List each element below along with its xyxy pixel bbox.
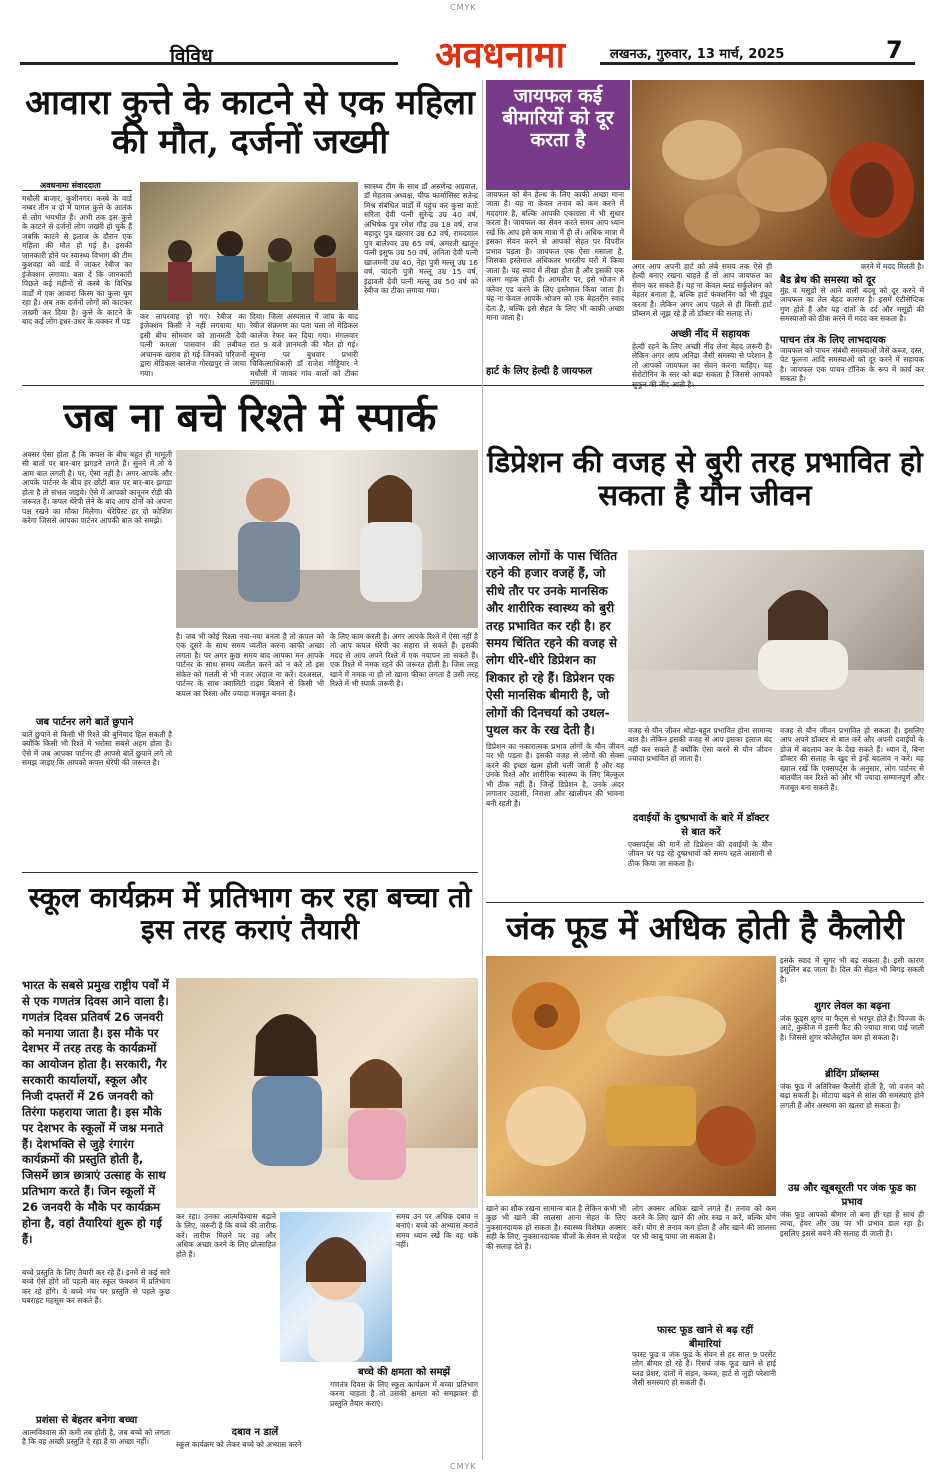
cmyk-mark-top: CMYK <box>450 3 477 12</box>
story1-byline: अवधनामा संवाददाता <box>40 181 101 190</box>
story3-subhead: जब पार्टनर लगे बातें छुपाने <box>36 717 134 728</box>
story5-photo <box>176 978 478 1208</box>
story3-photo <box>176 450 478 628</box>
story1-col1: मधौली बाजार, कुशीनगर। कस्बे के वार्ड नम्बर तीन व दो में पागल कुत्ते के आतंक से लोग भयभीत हैं। अभी तक इस कुत्ते के काटने से दर्जनों लोग जख्मी हो चुके हैं जबकि काटने से इलाज के दौरान एक महिला की मौत हो गई है। इसकी जानकारी होने पर स्वास्थ्य विभाग की टीम कुशवहा को वार्ड में जाकर रेबीज का इंजेक्शन लगाया। बता दें कि जानकारी पिछले कई महीनों से कस्बे के विभिन्न वार्डों में एक आवारा किस्म का कुत्ता घूम रहा है। अब तक दर्जनों लोगों को काटकर जख्मी कर दिया है। कुत्ते के काटने के बाद कई लोग इधर-उधर के चक्कर में पड़ <box>22 194 132 327</box>
story1-headline: आवारा कुत्ते के काटने से एक महिला की मौत, दर्जनों जख्मी <box>25 83 475 163</box>
story3-col3: के लिए काम करती है। अगर आपके रिश्ते में ऐसा नहीं है तो आप कपल थेरेपी का सहारा ले सकते हैं। इसकी मदद से आप अपने रिश्ते में एक नयापन ला सकते हैं। एक रिश्ते में नमक रहने की जरूरत होती है। जिस तरह खाने में नमक ना हो तो खाना फीका लगता है उसी तरह रिश्ते में भी स्पार्क जरूरी है। <box>330 632 478 689</box>
story4-col1: डिप्रेशन का नकारात्मक प्रभाव लोगों के यौन जीवन पर भी पड़ता है। इसकी वजह से लोगों की सेक्स करने की इच्छा खत्म होती चली जाती है और यह उनके रिश्ते और शारीरिक स्वास्थ्य के लिए बिल्कुल भी ठीक नहीं है। जिन्हें डिप्रेशन है, उनके अंदर लगातार उदासी, निराशा और खालीपन की भावना बनी रहती है। <box>486 742 624 808</box>
mother-daughter-icon <box>176 978 478 1208</box>
story4-headline: डिप्रेशन की वजह से बुरी तरह प्रभावित हो सकता है यौन जीवन <box>487 445 923 513</box>
nutmeg-photo-icon <box>632 80 924 260</box>
divider-1 <box>22 385 924 386</box>
story6-col3c: जंक फूड में अतिरिक्त कैलोरी होती है, जो वजन को बढ़ा सकती है। मोटापा बढ़ने से सांस की समस्याएं होने लगती हैं और अस्थमा का खतरा हो सकता है। <box>780 1082 924 1110</box>
story5-pullquote: भारत के सबसे प्रमुख राष्ट्रीय पर्वों में से एक गणतंत्र दिवस आने वाला है। गणतंत्र दिवस प्रतिवर्ष 26 जनवरी को मनाया जाता है। इस मौके पर देशभर में तरह तरह के कार्यक्रमों का आयोजन होता है। सरकारी, गैर सरकारी कार्यालयों, स्कूल और निजी दफ्तरों में 26 जनवरी को तिरंगा फहराया जाता है। इस मौके पर देशभर के स्कूलों में जश्न मनाते हैं। देशभक्ति से जुड़े रंगारंग कार्यक्रमों की प्रस्तुति होती है, जिसमें छात्र छात्राएं उत्साह के साथ प्रतिभाग करते हैं। जिन स्कूलों में 26 जनवरी के मौके पर कार्यक्रम होना है, वहां तैयारियां शुरू हो गई हैं। <box>22 978 169 1246</box>
masthead-rule-left <box>20 62 398 65</box>
story6-subhead-fastfood: फास्ट फूड खाने से बढ़ रहीं बीमारियां <box>656 1325 754 1350</box>
story5-col2: कर रहा। उनका आत्मविश्वास बढ़ाने के लिए, जरूरी है कि बच्चे की तारीफ करें। तारीफ मिलने पर वह और अधिक अच्छा करने के लिए प्रोत्साहित होते हैं। <box>176 1212 276 1259</box>
story6-photo <box>486 956 776 1196</box>
newspaper-logo: अवधनामा <box>435 34 565 76</box>
story4-col2b: एक्सपर्ट्स की मानें तो डिप्रेशन की दवाईयों के यौन जीवन पर पड़ रहे दुष्प्रभावों को समय रहते आसानी से ठीक किया जा सकता है। <box>628 840 772 868</box>
story2-subhead-heart: हार्ट के लिए हेल्दी है जायफल <box>486 366 593 377</box>
story6-subhead-breathing: ब्रीदिंग प्रॉब्लम्स <box>825 1069 879 1080</box>
arguing-couple-icon <box>176 450 478 628</box>
story4-col2: वजह से यौन जीवन थोड़ा-बहुत प्रभावित होना सामान्य बात है। लेकिन इसकी वजह से आप इसका इलाज बंद नहीं कर सकते हैं क्योंकि ऐसा करने से यौन जीवन ज्यादा प्रभावित हो जाता है। <box>628 726 772 764</box>
story6-subhead-sugar: शुगर लेवल का बढ़ना <box>814 1001 890 1012</box>
story1-col4: स्वास्थ्य टीम के साथ डॉ अरुणेन्द्र अग्रवाल, डॉ मेहताब अध्यक्ष, चीफ फार्मासिस्ट सतेन्द्र मिश्र संबंधित वार्डों में पहुंच कर कुत्ता काटे सरिता देवी पत्नी सुरेन्द्र उम्र 40 वर्ष, अभिषेक पुत्र रमेश गौड़ उम्र 18 वर्ष, राज बहादुर पुत्र खरवार उम्र 62 वर्ष, रामदयाल पुत्र बालेश्वर उम्र 65 वर्ष, अमरती खातून पत्नी इसुफ उम्र 50 वर्ष, अनिता देवी पत्नी खाजमनी उम्र 40, नेहा पुत्री मल्लू उम्र 16 वर्ष, चांदनी पुत्री मल्लू उम्र 15 वर्ष, इंद्रावती देवी पत्नी मल्लू उम्र 50 वर्ष को रेबीज का टीका लगाया गया। <box>364 182 478 296</box>
story4-col3: वजह से यौन जीवन प्रभावित हो सकता है। इसलिए आप अपने डॉक्टर से बात करें और अपनी दवाईयों के डोज में बदलाव कर के देख सकते हैं। ध्यान दें, बिना डॉक्टर की सलाह के खुद से इन्हें बदलाव न करें। यह ख्याल रखें कि एक्सपर्ट्स के अनुसार, लोग पार्टनर से बातचीत कर रिश्ते को और भी ज्यादा सम्मानपूर्ण और मजबूत बना सकते हैं। <box>780 726 924 792</box>
story5-col3b: गणतंत्र दिवस के लिए स्कूल कार्यक्रम में बच्चा प्रतिभाग करना चाहता है तो उसकी क्षमता को समझकर ही प्रस्तुति तैयार कराएं। <box>330 1380 478 1408</box>
story5-subhead-ability: बच्चे की क्षमता को समझें <box>357 1367 451 1378</box>
story2-col2: अगर आप अपनी हार्ट को लंबे समय तक ऐसे ही हेल्दी बनाए रखना चाहते हैं तो आप जायफल का सेवन कर सकते हैं। यह ना केवल ब्लड सर्कुलेशन को बेहतर बनाता है, बल्कि हार्ट फंक्शनिंग को भी इंप्रूव करता है। लेकिन अगर आप पहले से ही किसी हार्ट प्रॉब्लम से जूझ रहे हैं तो डॉक्टर की सलाह लें। <box>632 262 772 319</box>
story2-col6: जायफल को पाचन संबंधी समस्याओं जैसे कब्ज, दस्त, पेट फूलना आदि समस्याओं को दूर करने में सहायक है। जायफल एक पाचन टॉनिक के रूप में कार्य कर सकता है। <box>780 346 924 384</box>
divider-3 <box>486 902 924 903</box>
story2-col4: करने में मदद मिलती है। <box>860 262 924 271</box>
story1-photo <box>140 182 358 310</box>
story2-photo <box>632 80 924 260</box>
story6-col1: खाने का शौक रखना सामान्य बात है लेकिन कभी भी कुछ भी खाने की लालसा आना सेहत के लिए नुकसानदायक हो सकता है। स्वास्थ्य विशेषज्ञ अक्सर सही के लिए, नुकसानदायक चीजों के सेवन से परहेज की सलाह देते हैं। <box>486 1204 626 1251</box>
story1-col3: दिया। जिला अस्पताल में जांच के बाद रेबीज संक्रमण का पता चला तो मेडिकल कालेज रेफर कर दिया गया। मंगलवार रात 9 बजे ज्ञानमती की मौत हो गई। सूचना पर बुधवार प्रभारी चिकित्साधिकारी डॉ राजेश गोड्डियार ने मधौली में जाकर गांव वालों को टीका लगवाया। <box>250 312 358 388</box>
story2-headline: जायफल कई बीमारियों को दूर करता है <box>502 85 614 151</box>
story6-subhead-beauty: उम्र और खूबसूरती पर जंक फूड का प्रभाव <box>788 1183 916 1208</box>
story6-col2b: फास्ट फूड व जंक फूड के सेवन से हर साल 9 परसेंट लोग बीमार हो रहे हैं। रिसर्च जंक फूड खाने से हाई ब्लड प्रेशर, दांतों में सड़न, कब्ज, हार्ट से जुड़ी परेशानी जैसी समस्याएं हो सकती हैं। <box>632 1350 776 1388</box>
divider-2 <box>22 872 478 873</box>
crowd-photo-icon <box>140 182 358 310</box>
story4-pullquote: आजकल लोगों के पास चिंतित रहने की हजार वजहें हैं, जो सीधे तौर पर उनके मानसिक और शारीरिक स्वास्थ्य को बुरी तरह प्रभावित कर रही है। हर समय चिंतित रहने की वजह से लोग धीरे-धीरे डिप्रेशन का शिकार हो रहे हैं। डिप्रेशन एक ऐसी मानसिक बीमारी है, जो लोगों की दिनचर्या को उथल-पुथल कर के रख देती है। <box>486 549 618 737</box>
dateline: लखनऊ, गुरुवार, 13 मार्च, 2025 <box>610 47 785 62</box>
story3-col1: अक्सर ऐसा होता है कि कपल के बीच बहुत ही मामूली सी बातों पर बार-बार झगड़ने लगते हैं। सुनने में तो ये आम बात लगती है। पर, ऐसा नहीं है। अगर आपके और आपके पार्टनर के बीच हर छोटी बात पर बार-बार झगड़ा होता है तो संभल जाइये। ऐसे में आपको कानूनन रोड़ी की जरूरत है। कपल थेरेपी लेने के बाद आप दोनों को अपना पक्ष रखने का मौका मिलेगा। थेरेपिस्ट हर दो कोशिश करेगा जिससे आपका पार्टनर आपकी बात को समझे। <box>22 450 172 526</box>
story4-photo <box>628 550 924 722</box>
story6-col3b: जंक फूड्स शुगर या फैट्स से भरपूर होते हैं। पिज्जा के आटे, कुकीज में इतनी फैट की ज्यादा मात्रा पाई जाती है। जिससे शुगर कोलेस्ट्रॉल कम हो सकता है। <box>780 1014 924 1042</box>
story5-subhead-pressure: दबाव न डालें <box>231 1427 279 1438</box>
story3-col2: है। जब भी कोई रिश्ता नया-नया बनता है तो कपल को एक दूसरे के साथ समय व्यतीत करना काफी अच्छा लगता है। पर अगर कुछ समय बाद आपका मन आपके पार्टनर के साथ समय व्यतीत करने को न करे तो इस संकेत को गलती से भी नजर अंदाज ना करें। दरअसल, पार्टनर के साथ क्वालिटी टाइम बिताने से किसी भी कपल का रिश्ता और ज्यादा मजबूत बनता है। <box>176 632 324 698</box>
cmyk-mark-bottom: CMYK <box>450 1462 477 1471</box>
story5-child-photo <box>280 1212 392 1362</box>
divider-vertical <box>482 80 483 1460</box>
story5-col2b: स्कूल कार्यक्रम को लेकर बच्चे को अभ्यास करने <box>176 1440 302 1449</box>
story5-subhead-praise: प्रशंसा से बेहतर बनेगा बच्चा <box>36 1415 138 1426</box>
story6-headline: जंक फूड में अधिक होती है कैलोरी <box>506 909 904 947</box>
story5-headline: स्कूल कार्यक्रम में प्रतिभाग कर रहा बच्चा तो इस तरह कराएं तैयारी <box>28 881 472 947</box>
story2-title-box <box>486 80 630 190</box>
story5-col3: समय उन पर अधिक दबाव न बनाएं। बच्चे को अभ्यास कराते समय ध्यान रखें कि वह थकें नहीं। <box>396 1212 478 1250</box>
story5-col1: बच्चे प्रस्तुति के लिए तैयारी कर रहे हैं। इनमें से कई सारे बच्चे ऐसे होंगे जो पहली बार स्कूल फंक्शन में प्रतिभाग कर रहे होंगे। ये बच्चे मंच पर प्रस्तुति से पहले कुछ घबराहट महसूस कर सकते हैं। <box>22 1268 170 1306</box>
sad-woman-icon <box>628 550 924 722</box>
story3-headline: जब ना बचे रिश्ते में स्पार्क <box>63 394 437 441</box>
story3-col1b: बातें छुपाने से किसी भी रिश्ते की बुनियाद हिल सकती है क्योंकि किसी भी रिश्ते में भरोसा सबसे अहम होता है। ऐसे में जब आपका पार्टनर ही आपसे बातें छुपाने लगे तो समझ जाइए कि आपको कपल थेरेपी की जरूरत है। <box>22 730 172 768</box>
story6-col2: लोग अक्सर अधिक खाने लगते हैं। तनाव को कम करने के लिए खाने की ओर रुख न करें, बल्कि योग करें। योग से तनाव कम होता है और खाने की लालसा पर भी काबू पाया जा सकता है। <box>632 1204 776 1242</box>
story6-col3: इसके स्वाद में सुगर भी बढ़ सकता है। इसी कारण इंसुलिन बढ़ जाता है। दिल की सेहत भी बिगड़ सकती है। <box>780 956 924 984</box>
junk-food-icon <box>486 956 776 1196</box>
page-number: 7 <box>886 36 903 64</box>
smiling-child-icon <box>280 1212 392 1362</box>
story2-subhead-digestion: पाचन तंत्र के लिए लाभदायक <box>780 335 886 346</box>
story2-subhead-sleep: अच्छी नींद में सहायक <box>670 329 750 340</box>
story2-col5: मुंह व मसूड़ों से आने वाली बदबू को दूर करने में जायफल का तेल बेहद कारगर है। इसमें एंटीसेप्टिक गुण होते हैं और यह दांतों के दर्द और मसूड़ों की समस्याओं को ठीक करने में मदद कर सकता है। <box>780 286 924 324</box>
section-label: विविध <box>170 45 213 67</box>
story1-col2: कर लापरवाह हो गए। रेबीज का इंजेक्शन किसी ने नहीं लगवाया था। इसी बीच सोमवार को ज्ञानमती देवी पत्नी कमला पासवान की तबीयत अचानक खराब हो गई जिनको परिजनों द्वारा मेडिकल कालेज गोरखपुर ले जाया गया। <box>140 312 246 378</box>
story4-subhead: दवाईयों के दुष्प्रभावों के बारे में डॉक्टर से बात करें <box>633 813 769 838</box>
masthead-rule-right <box>600 62 915 65</box>
story6-col3d: जंक फूड आपको बीमार तो बना ही रहा है साथ ही त्वचा, हेयर और उम्र पर भी प्रभाव डाल रहा है। इसलिए इससे बचने की सलाह दी जाती है। <box>780 1210 924 1238</box>
story2-col1: जायफल को बेन हेल्थ के लिए काफी अच्छा माना जाता है। यह ना केवल तनाव को कम करने में मददगार है, बल्कि आपकी एकाग्रता में भी सुधार करता है। जायफल का सेवन करते समय आप ध्यान रखें कि आप इसे कम मात्रा में ही लें। अधिक मात्रा में इसका सेवन करने से आपको सेहत पर विपरीत प्रभाव पड़ता है। जायफल एक ऐसा मसाला है, जिसका इस्तेमाल अधिकतर भारतीय घरों में किया जाता है। यह स्वाद में तीखा होता है और इसकी एक अलग महक होती है। आमतौर पर, इसे भोजन में फ्लेवर एड करने के लिए इस्तेमाल किया जाता है। यह ना केवल आपके भोजन को एक बेहतरीन स्वाद देता है, बल्कि इसे सेहत के लिए भी काफी अच्छा माना जाता है। <box>486 190 624 323</box>
story5-col1b: आत्मविश्वास की कमी तब होती है, जब बच्चे को लगता है कि वह अच्छी प्रस्तुति दे रहा है या अच्छा नहीं। <box>22 1428 170 1447</box>
story2-subhead-breath: बैड ब्रेथ की समस्या को दूर <box>780 275 876 286</box>
story2-col3: हेल्दी रहने के लिए अच्छी नींद लेना बेहद जरूरी है। लेकिन अगर आप अनिद्रा जैसी समस्या से परेशान हैं तो आपको जायफल का सेवन करना चाहिए। यह सेरोटोनिन के स्तर को बढ़ा सकता है जिससे आपको सुकून की नींद आती है। <box>632 342 772 389</box>
